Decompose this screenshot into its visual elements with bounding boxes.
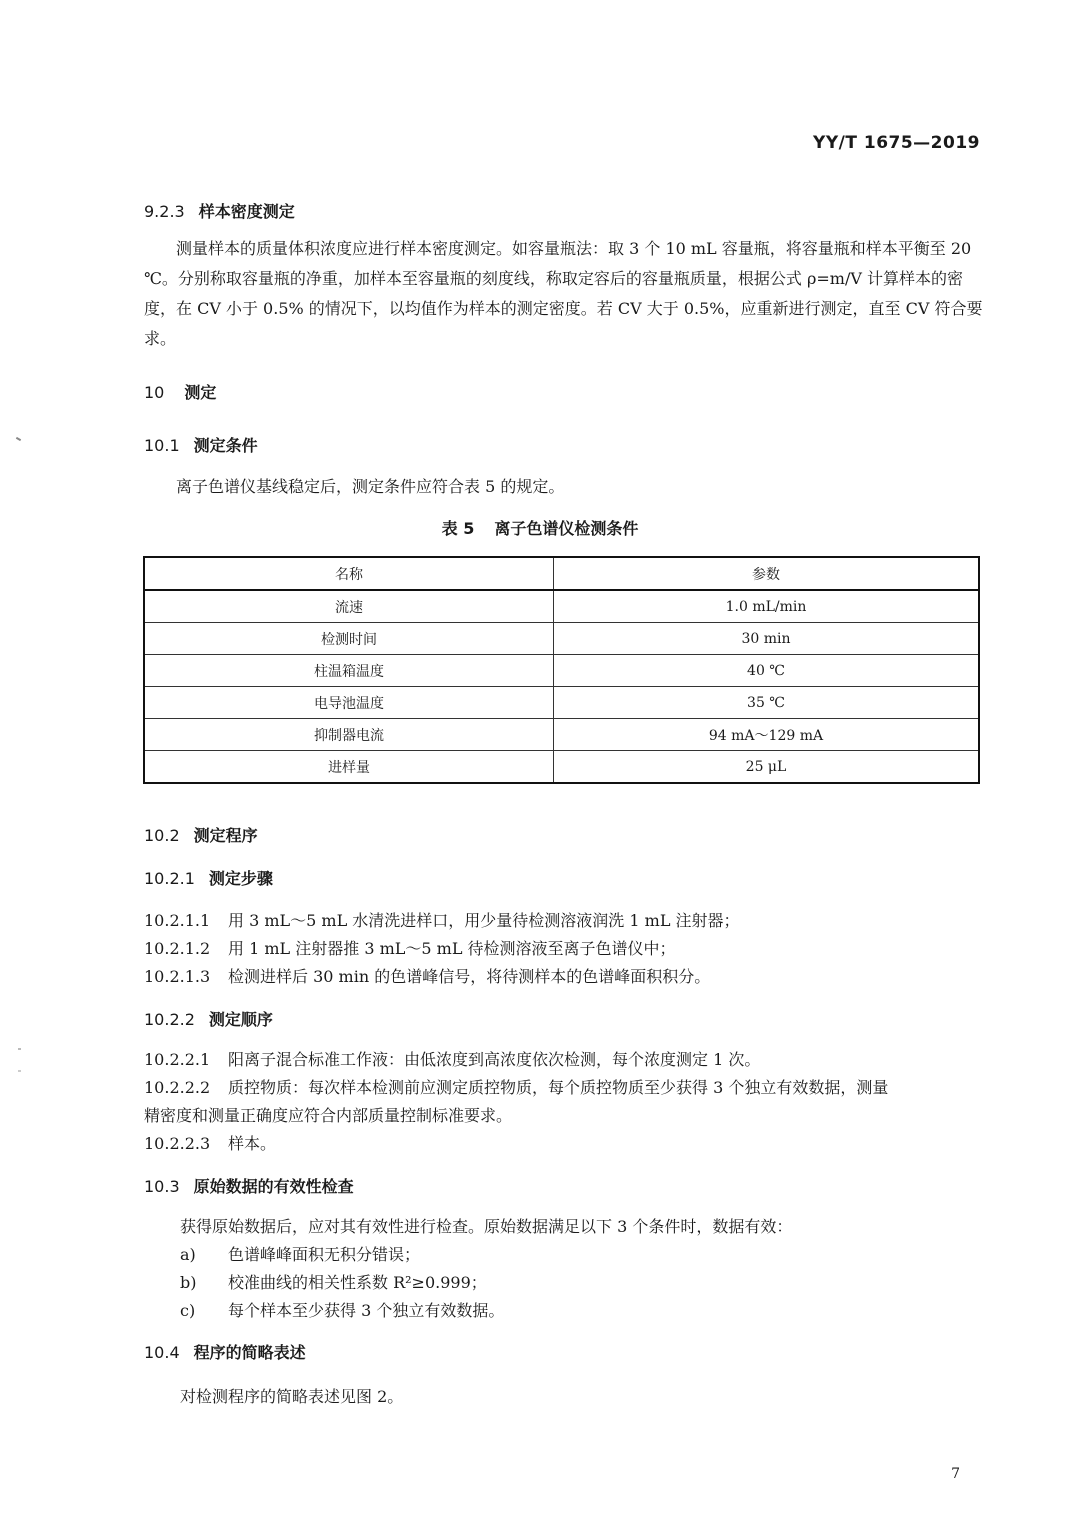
heading-title: 测定步骤: [208, 869, 273, 888]
item-label: b): [180, 1273, 197, 1292]
table-cell-name: 电导池温度: [144, 687, 554, 719]
heading-title: 样本密度测定: [198, 202, 295, 221]
table-cell-value: 35 ℃: [554, 687, 980, 719]
heading-10-2-2: [144, 1007, 273, 1030]
table-row: [144, 687, 979, 719]
page-number: 7: [951, 1466, 960, 1482]
scan-speck: [18, 1048, 21, 1050]
table-cell-value: 40 ℃: [554, 655, 980, 687]
step-number: 10.2.2.2: [144, 1078, 211, 1097]
validity-item-b: [180, 1270, 487, 1293]
table-row: [144, 655, 979, 687]
table-caption-number: 表 5: [441, 519, 475, 538]
table-cell-value: 1.0 mL/min: [554, 590, 980, 623]
heading-number: 9.2.3: [144, 202, 185, 221]
table-cell-name: 抑制器电流: [144, 719, 554, 751]
table-header-row: [144, 557, 979, 590]
step-text: 检测进样后 30 min 的色谱峰信号，将待测样本的色谱峰面积积分。: [228, 967, 711, 986]
heading-10-4: [144, 1340, 306, 1363]
item-text: 每个样本至少获得 3 个独立有效数据。: [228, 1301, 505, 1320]
item-text: 校准曲线的相关性系数 R²≥0.999；: [228, 1273, 487, 1292]
step-10-2-1-1: [144, 908, 740, 931]
table-5: [143, 556, 980, 784]
validity-intro: 获得原始数据后，应对其有效性进行检查。原始数据满足以下 3 个条件时，数据有效：: [180, 1217, 793, 1236]
table-cell-name: 流速: [144, 590, 554, 623]
table-row: [144, 623, 979, 655]
step-number: 10.2.2.3: [144, 1134, 211, 1153]
step-text: 用 3 mL～5 mL 水清洗进样口，用少量待检测溶液润洗 1 mL 注射器；: [228, 911, 740, 930]
item-label: a): [180, 1245, 196, 1264]
heading-10-2-1: [144, 866, 273, 889]
table-header-name: 名称: [144, 557, 554, 590]
table-cell-name: 柱温箱温度: [144, 655, 554, 687]
heading-10-1: [144, 433, 258, 456]
heading-title: 测定顺序: [208, 1010, 273, 1029]
paragraph-procedure-summary: 对检测程序的简略表述见图 2。: [180, 1387, 404, 1406]
step-10-2-1-3: [144, 964, 710, 987]
heading-number: 10.3: [144, 1177, 180, 1196]
scan-speck: [18, 1070, 21, 1072]
step-text: 质控物质：每次样本检测前应测定质控物质，每个质控物质至少获得 3 个独立有效数据，测量: [228, 1078, 889, 1097]
heading-10-2: [144, 823, 258, 846]
heading-title: 测定条件: [193, 436, 258, 455]
standard-code: YY/T 1675—2019: [813, 133, 980, 153]
paragraph-sample-density: 测量样本的质量体积浓度应进行样本密度测定。如容量瓶法：取 3 个 10 mL 容量瓶，将容量瓶和样本平衡至 20 ℃。分别称取容量瓶的净重，加样本至容量瓶的刻度线，称取定容后的容量瓶质量，根据公式 ρ=m/V 计算样本的密度，在 CV 小于 0.5% 的情况下，以均值作为样本的测定密度。若 CV 大于 0.5%，应重新进行测定，直至 CV 符合要求。: [144, 239, 983, 348]
validity-item-c: [180, 1298, 504, 1321]
step-text: 阳离子混合标准工作液：由低浓度到高浓度依次检测，每个浓度测定 1 次。: [228, 1050, 761, 1069]
validity-item-a: [180, 1242, 420, 1265]
heading-title: 测定: [184, 383, 217, 402]
heading-title: 程序的简略表述: [193, 1343, 306, 1362]
step-10-2-1-2: [144, 936, 676, 959]
heading-10-3: [144, 1174, 354, 1197]
table-header-param: 参数: [554, 557, 980, 590]
heading-number: 10: [144, 383, 165, 402]
step-text: 样本。: [228, 1134, 277, 1153]
heading-number: 10.4: [144, 1343, 180, 1362]
heading-10: [144, 380, 216, 403]
table-cell-name: 检测时间: [144, 623, 554, 655]
paragraph-test-conditions: 离子色谱仪基线稳定后，测定条件应符合表 5 的规定。: [176, 477, 565, 496]
step-10-2-2-1: [144, 1047, 760, 1070]
table-row: [144, 590, 979, 623]
step-10-2-2-3: [144, 1131, 276, 1154]
table-row: [144, 751, 979, 784]
table-caption: [0, 516, 1080, 539]
table-cell-value: 30 min: [554, 623, 980, 655]
step-number: 10.2.1.3: [144, 967, 211, 986]
scan-speck: [16, 437, 21, 441]
heading-number: 10.2: [144, 826, 180, 845]
heading-number: 10.2.2: [144, 1010, 195, 1029]
heading-9-2-3: [144, 199, 295, 222]
step-number: 10.2.2.1: [144, 1050, 211, 1069]
table-cell-value: 25 μL: [554, 751, 980, 784]
step-10-2-2-2-continued: 精密度和测量正确度应符合内部质量控制标准要求。: [144, 1106, 513, 1125]
step-text: 用 1 mL 注射器推 3 mL～5 mL 待检测溶液至离子色谱仪中；: [228, 939, 676, 958]
table-row: [144, 719, 979, 751]
table-cell-value: 94 mA～129 mA: [554, 719, 980, 751]
heading-title: 原始数据的有效性检查: [193, 1177, 354, 1196]
step-number: 10.2.1.1: [144, 911, 211, 930]
heading-number: 10.2.1: [144, 869, 195, 888]
heading-number: 10.1: [144, 436, 180, 455]
heading-title: 测定程序: [193, 826, 258, 845]
item-label: c): [180, 1301, 196, 1320]
step-number: 10.2.1.2: [144, 939, 211, 958]
item-text: 色谱峰峰面积无积分错误；: [228, 1245, 421, 1264]
step-10-2-2-2: [144, 1075, 888, 1098]
table-caption-title: 离子色谱仪检测条件: [494, 519, 639, 538]
table-cell-name: 进样量: [144, 751, 554, 784]
